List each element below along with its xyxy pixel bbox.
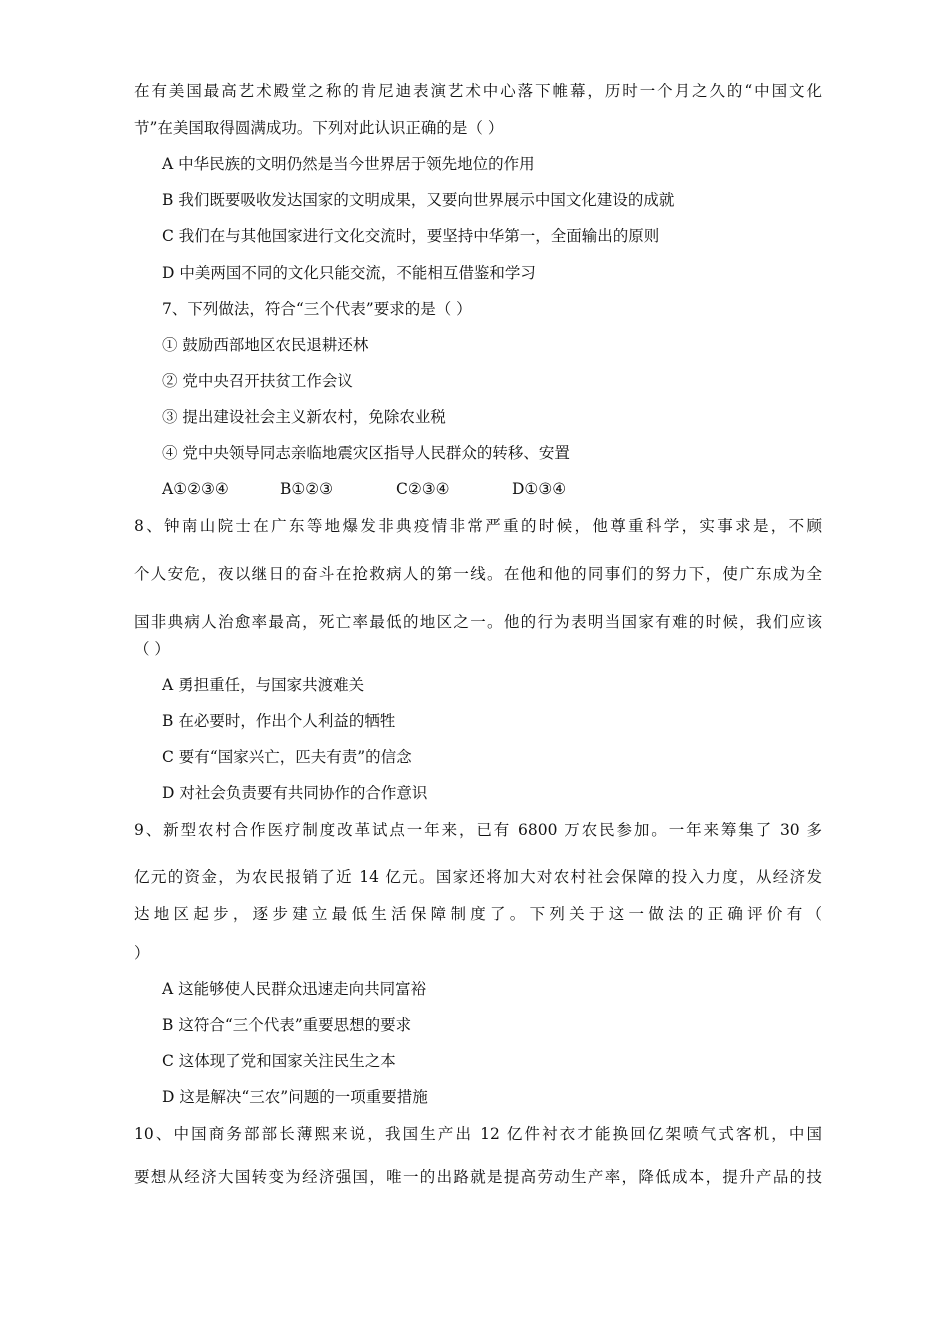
q6-option-c: C 我们在与其他国家进行文化交流时，要坚持中华第一，全面输出的原则 [162,227,660,245]
q8-stem-line-3: 国非典病人治愈率最高，死亡率最低的地区之一。他的行为表明当国家有难的时候，我们应该 [134,613,822,631]
q9-stem-line-4: ） [134,944,150,962]
q7-item-1: ① 鼓励西部地区农民退耕还林 [162,336,369,354]
q8-option-a: A 勇担重任，与国家共渡难关 [162,676,365,694]
q9-option-c: C 这体现了党和国家关注民生之本 [162,1052,396,1070]
q7-option-d: D①③④ [512,480,567,498]
q7-answer-options [162,478,566,500]
q6-option-a: A 中华民族的文明仍然是当今世界居于领先地位的作用 [162,155,535,173]
q7-item-4: ④ 党中央领导同志亲临地震灾区指导人民群众的转移、安置 [162,444,570,462]
q7-item-2: ② 党中央召开扶贫工作会议 [162,372,353,390]
q7-stem: 7、下列做法，符合“三个代表”要求的是（ ） [162,300,472,318]
q9-option-a: A 这能够使人民群众迅速走向共同富裕 [162,980,427,998]
q9-stem-line-1: 9、新型农村合作医疗制度改革试点一年来，已有 6800 万农民参加。一年来筹集了 30 多 [134,821,822,839]
q10-stem-line-2: 要想从经济大国转变为经济强国，唯一的出路就是提高劳动生产率，降低成本，提升产品的技 [134,1168,822,1186]
q6-stem-line-2: 节”在美国取得圆满成功。下列对此认识正确的是（ ） [134,119,504,137]
q6-stem-line-1: 在有美国最高艺术殿堂之称的肯尼迪表演艺术中心落下帷幕，历时一个月之久的“中国文化 [134,82,822,100]
q7-option-c: C②③④ [396,480,450,498]
q8-option-b: B 在必要时，作出个人利益的牺牲 [162,712,396,730]
q7-option-a: A①②③④ [162,480,229,498]
q6-option-b: B 我们既要吸收发达国家的文明成果，又要向世界展示中国文化建设的成就 [162,191,675,209]
q9-stem-line-3: 达地区起步，逐步建立最低生活保障制度了。下列关于这一做法的正确评价有（ [134,905,822,923]
q9-stem-line-2: 亿元的资金，为农民报销了近 14 亿元。国家还将加大对农村社会保障的投入力度，从经济发 [134,868,822,886]
q8-stem-line-2: 个人安危，夜以继日的奋斗在抢救病人的第一线。在他和他的同事们的努力下，使广东成为全 [134,565,822,583]
q7-item-3: ③ 提出建设社会主义新农村，免除农业税 [162,408,446,426]
q7-option-b: B①②③ [280,480,334,498]
q8-stem-line-4: （ ） [134,640,170,658]
q9-option-d: D 这是解决“三农”问题的一项重要措施 [162,1088,428,1106]
q8-option-d: D 对社会负责要有共同协作的合作意识 [162,784,428,802]
q8-option-c: C 要有“国家兴亡，匹夫有责”的信念 [162,748,412,766]
q10-stem-line-1: 10、中国商务部部长薄熙来说，我国生产出 12 亿件衬衣才能换回亿架喷气式客机，中国 [134,1125,822,1143]
q8-stem-line-1: 8、钟南山院士在广东等地爆发非典疫情非常严重的时候，他尊重科学，实事求是，不顾 [134,517,822,535]
q6-option-d: D 中美两国不同的文化只能交流，不能相互借鉴和学习 [162,264,536,282]
q9-option-b: B 这符合“三个代表”重要思想的要求 [162,1016,412,1034]
